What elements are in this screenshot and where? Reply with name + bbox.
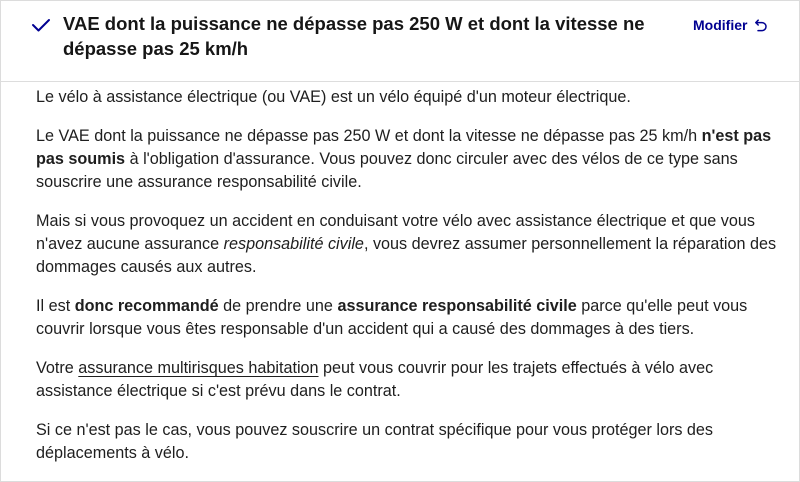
paragraph-specific-contract-text: Si ce n'est pas le cas, vous pouvez souscrire un contrat spécifique pour vous protéger lors des déplacements à vélo. bbox=[36, 421, 714, 462]
paragraph-recommendation-bold-1: donc recommandé bbox=[74, 297, 219, 315]
home-insurance-link[interactable]: assurance multirisques habitation bbox=[78, 359, 319, 377]
paragraph-recommendation-text: Il est bbox=[36, 297, 75, 315]
paragraph-obligation-text-end: à l'obligation d'assurance. Vous pouvez donc circuler avec des vélos de ce type sans souscrire une assurance responsabilité civile. bbox=[36, 150, 738, 191]
paragraph-accident-text: Mais si vous provoquez un accident en conduisant votre vélo avec assistance électrique et que vous n'avez aucune assurance bbox=[36, 212, 755, 253]
paragraph-recommendation-text-mid: de prendre une bbox=[218, 297, 338, 315]
paragraph-accident-text-end: , vous devrez assumer personnellement la réparation des dommages causés aux autres. bbox=[36, 235, 777, 276]
answer-header bbox=[1, 1, 799, 82]
modify-label: Modifier bbox=[693, 17, 748, 33]
undo-icon bbox=[754, 18, 768, 32]
paragraph-definition bbox=[36, 86, 788, 109]
paragraph-obligation-text: Le VAE dont la puissance ne dépasse pas 250 W et dont la vitesse ne dépasse pas 25 km/h bbox=[36, 127, 702, 145]
paragraph-accident-italic: responsabilité civile bbox=[223, 235, 364, 253]
paragraph-accident bbox=[36, 210, 788, 279]
answer-title: VAE dont la puissance ne dépasse pas 250 W et dont la vitesse ne dépasse pas 25 km/h bbox=[63, 13, 645, 59]
paragraph-recommendation bbox=[36, 295, 788, 341]
modify-button[interactable] bbox=[693, 16, 768, 34]
paragraph-home-insurance-text: Votre bbox=[36, 359, 79, 377]
paragraph-home-insurance-text-end: peut vous couvrir pour les trajets effectués à vélo avec assistance électrique si c'est prévu dans le contrat. bbox=[36, 359, 714, 400]
answer-content bbox=[36, 86, 788, 481]
paragraph-home-insurance bbox=[36, 357, 788, 403]
paragraph-recommendation-bold-2: assurance responsabilité civile bbox=[337, 297, 577, 315]
paragraph-specific-contract bbox=[36, 419, 788, 465]
paragraph-recommendation-text-end: parce qu'elle peut vous couvrir lorsque vous êtes responsable d'un accident qui a causé des dommages à des tiers. bbox=[36, 297, 748, 338]
paragraph-definition-text: Le vélo à assistance électrique (ou VAE) est un vélo équipé d'un moteur électrique. bbox=[36, 88, 631, 106]
check-icon bbox=[31, 17, 51, 33]
paragraph-obligation bbox=[36, 125, 788, 194]
paragraph-obligation-bold: n'est pas pas soumis bbox=[36, 127, 772, 168]
